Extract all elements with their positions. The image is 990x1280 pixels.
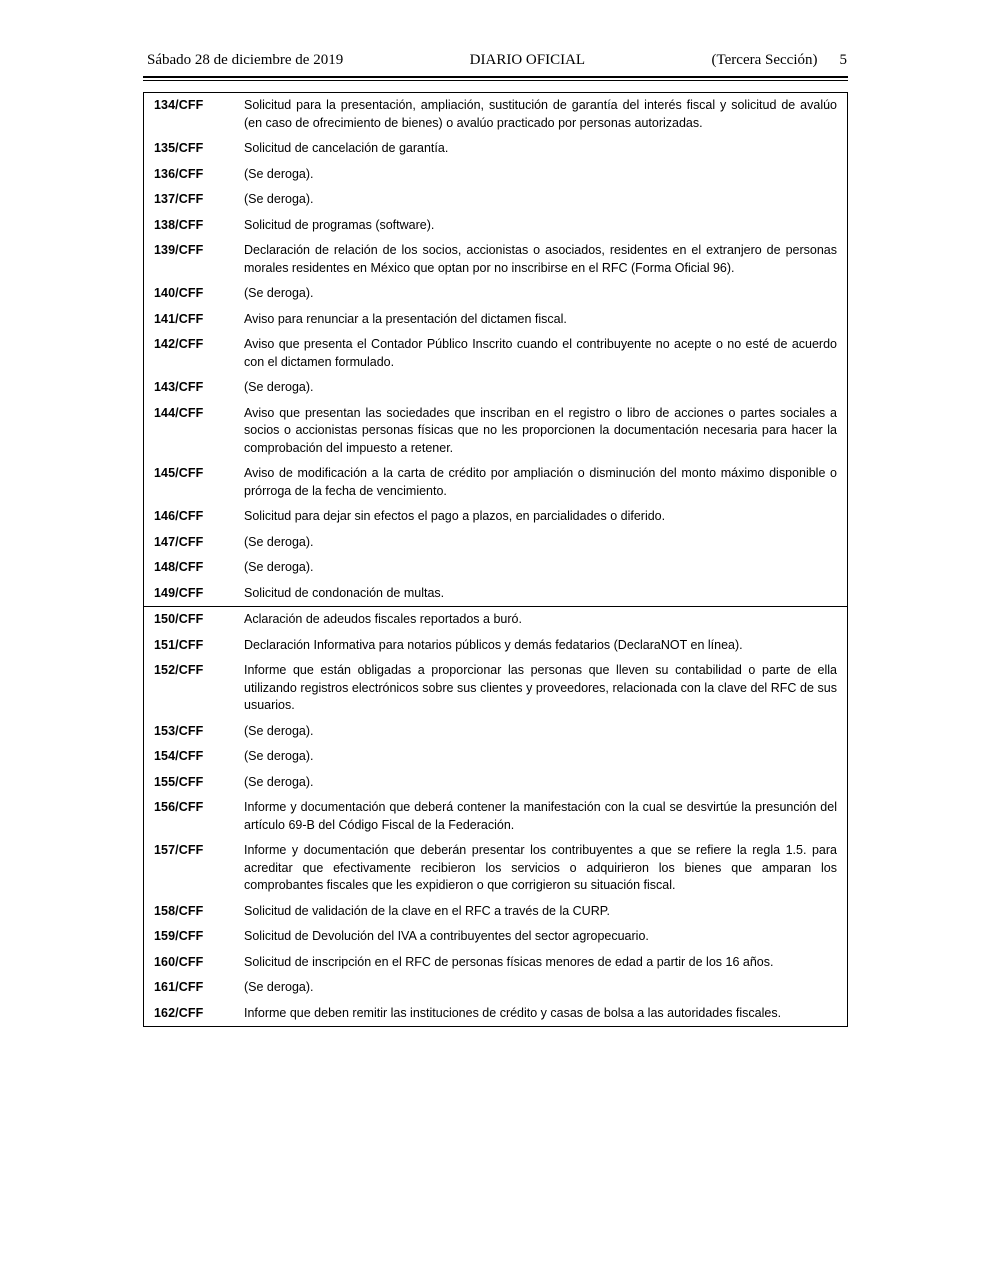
row-description: Solicitud de Devolución del IVA a contribuyentes del sector agropecuario.	[244, 929, 649, 943]
row-code: 151/CFF	[154, 637, 204, 652]
row-code: 157/CFF	[154, 843, 204, 857]
row-code: 138/CFF	[154, 217, 204, 232]
table-row	[144, 633, 847, 659]
row-code: 140/CFF	[154, 286, 204, 300]
row-description: Declaración de relación de los socios, accionistas o asociados, residentes en el extranjero de personas morales residentes en México que optan por no inscribirse en el RFC (Forma Oficial 96).	[244, 243, 837, 275]
row-description: Informe y documentación que deberá contener la manifestación con la cual se desvirtúe la presunción del artículo 69-B del Código Fiscal de la Federación.	[244, 800, 837, 832]
table-row	[144, 136, 847, 162]
row-code: 150/CFF	[154, 612, 204, 626]
row-code: 148/CFF	[154, 560, 204, 574]
row-description: Informe que están obligadas a proporcionar las personas que lleven su contabilidad o parte de ella utilizando registros electrónicos sobre sus clientes y proveedores, relacionada con la clave del RFC de sus usuarios.	[244, 663, 837, 712]
table-row	[144, 744, 847, 770]
header-publication-title: DIARIO OFICIAL	[469, 52, 586, 68]
row-code: 142/CFF	[154, 337, 204, 351]
row-code: 147/CFF	[154, 534, 204, 549]
row-description: Solicitud de cancelación de garantía.	[244, 141, 449, 155]
table-row	[144, 950, 847, 976]
row-code: 134/CFF	[154, 98, 204, 112]
table-row	[144, 719, 847, 745]
row-description: (Se deroga).	[244, 980, 314, 994]
row-description: (Se deroga).	[244, 560, 314, 574]
row-description: (Se deroga).	[244, 192, 314, 206]
row-description: Aclaración de adeudos fiscales reportados a buró.	[244, 612, 522, 626]
row-code: 141/CFF	[154, 311, 204, 326]
table-row	[144, 281, 847, 307]
table-row	[144, 770, 847, 796]
row-code: 161/CFF	[154, 980, 204, 994]
table-row	[144, 530, 847, 556]
row-description: Solicitud de programas (software).	[244, 217, 435, 232]
row-code: 139/CFF	[154, 243, 204, 257]
row-code: 162/CFF	[154, 1005, 204, 1020]
table-row	[144, 658, 847, 719]
row-code: 158/CFF	[154, 903, 204, 918]
table-row	[144, 838, 847, 899]
header-date: Sábado 28 de diciembre de 2019	[147, 52, 344, 68]
table-row	[144, 187, 847, 213]
table-row	[144, 375, 847, 401]
table-row	[144, 975, 847, 1001]
table-row	[144, 555, 847, 581]
row-description: Solicitud de validación de la clave en el RFC a través de la CURP.	[244, 903, 610, 918]
row-code: 159/CFF	[154, 929, 204, 943]
row-code: 155/CFF	[154, 774, 204, 789]
row-code: 152/CFF	[154, 663, 204, 677]
header-page-number: 5	[839, 52, 847, 68]
row-description: Aviso que presentan las sociedades que inscriban en el registro o libro de acciones o partes sociales a socios o accionistas personas físicas que no les proporcionen la documentación necesaria para hacer la comprobación del impuesto a retener.	[244, 405, 837, 455]
header-divider-rule	[143, 76, 848, 78]
row-code: 153/CFF	[154, 723, 204, 738]
row-code: 149/CFF	[154, 585, 204, 600]
row-description: Solicitud de condonación de multas.	[244, 585, 445, 600]
table-row	[144, 461, 847, 504]
row-code: 135/CFF	[154, 141, 204, 155]
row-code: 144/CFF	[154, 405, 204, 420]
row-description: (Se deroga).	[244, 380, 314, 394]
table-row	[144, 1001, 847, 1027]
row-description: Solicitud para la presentación, ampliación, sustitución de garantía del interés fiscal y solicitud de avalúo (en caso de ofrecimiento de bienes) o avalúo practicado por personas autorizadas.	[244, 98, 837, 130]
row-description: Solicitud para dejar sin efectos el pago a plazos, en parcialidades o diferido.	[244, 509, 666, 523]
table-row	[144, 93, 847, 136]
table-row	[144, 162, 847, 188]
table-row	[144, 607, 847, 633]
row-description: (Se deroga).	[244, 749, 314, 763]
row-code: 137/CFF	[154, 192, 204, 206]
cff-procedures-table	[143, 92, 848, 1027]
header-section-label: (Tercera Sección)	[711, 52, 818, 68]
table-row	[144, 581, 847, 607]
row-code: 160/CFF	[154, 954, 204, 969]
row-code: 143/CFF	[154, 380, 204, 394]
row-code: 146/CFF	[154, 509, 204, 523]
table-row	[144, 307, 847, 333]
running-header	[147, 50, 847, 72]
table-row	[144, 795, 847, 838]
row-description: Aviso de modificación a la carta de crédito por ampliación o disminución del monto máximo disponible o prórroga de la fecha de vencimiento.	[244, 466, 837, 498]
table-row	[144, 332, 847, 375]
table-row	[144, 238, 847, 281]
row-description: (Se deroga).	[244, 723, 314, 738]
row-description: Declaración Informativa para notarios públicos y demás fedatarios (DeclaraNOT en línea).	[244, 637, 743, 652]
table-row	[144, 504, 847, 530]
table-section	[144, 606, 847, 1026]
table-section	[144, 93, 847, 606]
header-right-group	[712, 50, 847, 70]
table-row	[144, 213, 847, 239]
table-row	[144, 899, 847, 925]
row-code: 136/CFF	[154, 166, 204, 181]
row-description: Aviso que presenta el Contador Público Inscrito cuando el contribuyente no acepte o no esté de acuerdo con el dictamen formulado.	[244, 337, 837, 369]
row-code: 145/CFF	[154, 466, 204, 480]
row-description: (Se deroga).	[244, 286, 314, 300]
row-description: (Se deroga).	[244, 774, 314, 789]
row-description: (Se deroga).	[244, 166, 314, 181]
row-code: 154/CFF	[154, 749, 204, 763]
row-description: Solicitud de inscripción en el RFC de personas físicas menores de edad a partir de los 16 años.	[244, 954, 774, 969]
row-description: (Se deroga).	[244, 534, 314, 549]
row-description: Aviso para renunciar a la presentación del dictamen fiscal.	[244, 311, 567, 326]
table-row	[144, 924, 847, 950]
row-description: Informe que deben remitir las instituciones de crédito y casas de bolsa a las autoridades fiscales.	[244, 1005, 782, 1020]
table-row	[144, 401, 847, 462]
row-code: 156/CFF	[154, 800, 204, 814]
row-description: Informe y documentación que deberán presentar los contribuyentes a que se refiere la regla 1.5. para acreditar que efectivamente recibieron los servicios o adquirieron los bienes que amparan los comprobantes fiscales que les expidieron o que corrigieron su situación fiscal.	[244, 843, 837, 892]
